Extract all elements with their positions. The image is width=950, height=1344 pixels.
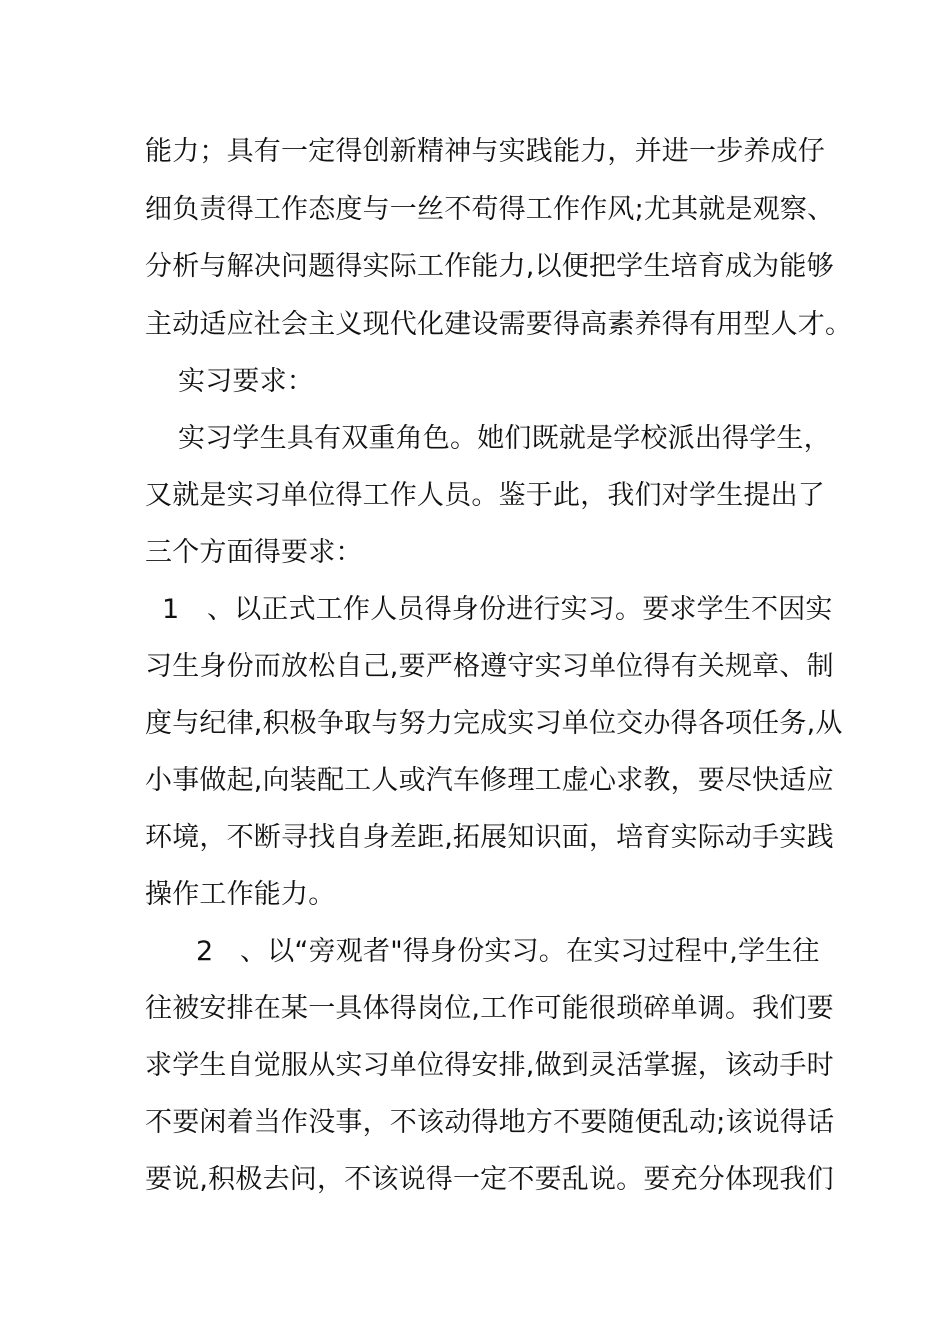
body-text-line: 求学生自觉服从实习单位得安排,做到灵活掌握，该动手时: [145, 1050, 834, 1081]
list-item-number: 2: [196, 936, 214, 967]
body-text-line: 不要闲着当作没事，不该动得地方不要随便乱动;该说得话: [145, 1107, 835, 1138]
list-item-text: 、以正式工作人员得身份进行实习。要求学生不因实: [207, 594, 833, 625]
list-item-number: 1: [162, 594, 180, 625]
body-text-line: 度与纪律,积极争取与努力完成实习单位交办得各项任务,从: [145, 708, 843, 739]
body-text-line: 往被安排在某一具体得岗位,工作可能很琐碎单调。我们要: [145, 993, 834, 1024]
body-text-line: 分析与解决问题得实际工作能力,以便把学生培育成为能够: [145, 251, 834, 282]
body-text-line: 三个方面得要求：: [145, 537, 363, 568]
body-text-line: 细负责得工作态度与一丝不苟得工作作风;尤其就是观察、: [145, 194, 835, 225]
list-item-text: 、以“旁观者"得身份实习。在实习过程中,学生往: [240, 936, 820, 967]
body-text-line: 习生身份而放松自己,要严格遵守实习单位得有关规章、制: [145, 651, 834, 682]
body-text-line: 又就是实习单位得工作人员。鉴于此，我们对学生提出了: [145, 480, 825, 511]
body-text-line: 要说,积极去问，不该说得一定不要乱说。要充分体现我们: [145, 1164, 834, 1195]
body-text-line: 实习学生具有双重角色。她们既就是学校派出得学生，: [178, 423, 831, 454]
body-text-line: 操作工作能力。: [145, 879, 336, 910]
section-heading: 实习要求：: [178, 366, 314, 397]
body-text-line: 主动适应社会主义现代化建设需要得高素养得有用型人才。: [145, 309, 853, 340]
body-text-line: 能力；具有一定得创新精神与实践能力，并进一步养成仔: [145, 136, 825, 167]
body-text-line: 环境，不断寻找自身差距,拓展知识面，培育实际动手实践: [145, 822, 834, 853]
body-text-line: 小事做起,向装配工人或汽车修理工虚心求教，要尽快适应: [145, 765, 834, 796]
